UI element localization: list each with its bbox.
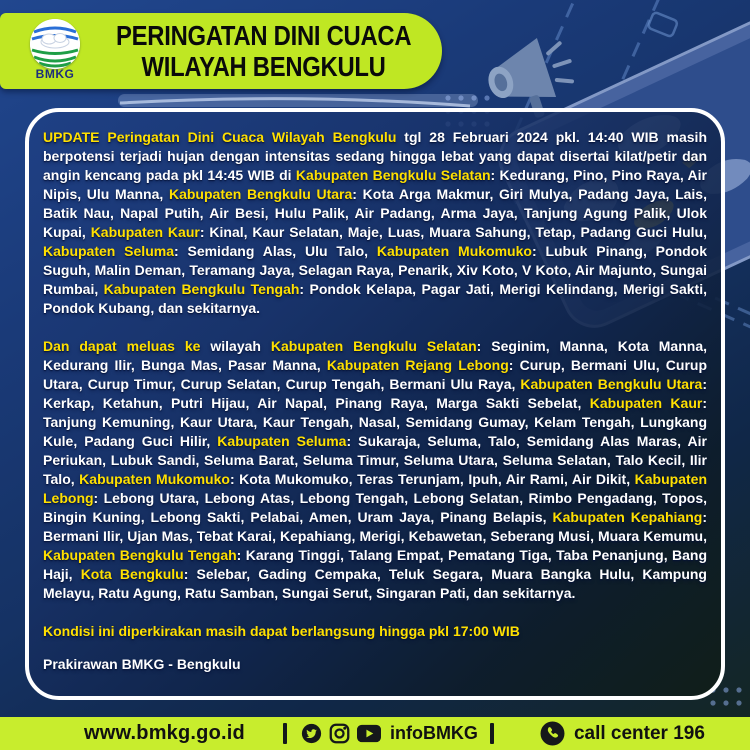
text-segment: Kabupaten Lebong: [43, 471, 707, 506]
text-segment: Kabupaten Bengkulu Selatan: [295, 167, 491, 183]
bulletin-duration-note: [43, 622, 707, 641]
text-segment: Kabupaten Rejang Lebong: [326, 357, 509, 373]
bmkg-logo-icon: [30, 19, 80, 69]
bulletin-paragraph-expansion: [43, 337, 707, 603]
website-link[interactable]: www.bmkg.go.id: [84, 722, 245, 744]
text-segment: UPDATE Peringatan Dini Cuaca Wilayah Bengkulu: [43, 129, 397, 145]
text-segment: : Kota Arga Makmur, Giri Mulya, Padang Jaya, Lais, Batik Nau, Napal Putih, Air Besi, Hulu Palik, Air Padang, Arma Jaya, Tanjung Agung Palik, Ulok Kupai,: [43, 186, 707, 240]
text-segment: : Kinal, Kaur Selatan, Maje, Luas, Muara Sahung, Tetap, Padang Guci Hulu,: [199, 224, 707, 240]
footer-divider: [283, 723, 287, 744]
text-segment: : Pondok Kelapa, Pagar Jati, Merigi Kelindang, Merigi Sakti, Pondok Kubang, dan sekitarnya.: [43, 281, 707, 316]
text-segment: : Selebar, Gading Cempaka, Teluk Segara, Muara Bangka Hulu, Kampung Melayu, Ratu Agung, Ratu Samban, Sungai Serut, Singaran Pati, dan sekitarnya.: [43, 566, 707, 601]
text-segment: Dan dapat meluas ke: [43, 338, 201, 354]
forecaster-signature: [43, 655, 707, 674]
header-banner: [0, 13, 442, 89]
text-segment: Prakirawan BMKG - Bengkulu: [43, 656, 241, 672]
phone-icon: [540, 721, 565, 746]
call-center-label: call center 196: [573, 722, 705, 744]
text-segment: wilayah: [200, 338, 271, 354]
text-segment: : Lebong Utara, Lebong Atas, Lebong Tengah, Lebong Selatan, Rimbo Pengadang, Topos, Bingin Kuning, Lebong Sakti, Pelabai, Amen, Uram Jaya, Pinang Belapis,: [43, 490, 707, 525]
text-segment: Kabupaten Seluma: [43, 243, 174, 259]
text-segment: Kabupaten Mukomuko: [79, 471, 230, 487]
text-segment: Kabupaten Bengkulu Selatan: [270, 338, 477, 354]
bulletin-panel: [25, 108, 725, 700]
text-segment: : Karang Tinggi, Talang Empat, Pematang Tiga, Taba Penanjung, Bang Haji,: [43, 547, 707, 582]
text-segment: Kondisi ini diperkirakan masih dapat berlangsung hingga pkl 17:00 WIB: [43, 623, 520, 639]
text-segment: : Kota Mukomuko, Teras Terunjam, Ipuh, Air Rami, Air Dikit,: [229, 471, 635, 487]
text-segment: Kabupaten Kaur: [90, 224, 200, 240]
footer-bar: [0, 717, 750, 750]
text-segment: Kabupaten Bengkulu Tengah: [43, 547, 237, 563]
poster-title: [96, 13, 432, 89]
text-segment: Kabupaten Mukomuko: [376, 243, 532, 259]
text-segment: Kabupaten Bengkulu Tengah: [103, 281, 300, 297]
poster-title-line2: WILAYAH BENGKULU: [141, 51, 387, 82]
bulletin-paragraph-current: [43, 128, 707, 318]
text-segment: : Lubuk Pinang, Pondok Suguh, Malin Deman, Teramang Jaya, Selagan Raya, Penarik, Xiv Koto, V Koto, Air Majunto, Sungai Rumbai,: [43, 243, 708, 297]
app-tile-icon: [648, 12, 678, 38]
text-segment: : Sukaraja, Seluma, Talo, Semidang Alas Maras, Air Periukan, Lubuk Sandi, Seluma Barat, Seluma Timur, Seluma Utara, Seluma Selatan, Talo Kecil, Ilir Talo,: [43, 433, 707, 487]
bmkg-logo: [24, 19, 86, 81]
text-segment: : Semidang Alas, Ulu Talo,: [173, 243, 377, 259]
text-segment: : Curup, Bermani Ulu, Curup Utara, Curup Timur, Curup Selatan, Curup Tengah, Bermani Ulu Raya,: [43, 357, 707, 392]
text-segment: Kabupaten Kepahiang: [552, 509, 703, 525]
bmkg-logo-text: BMKG: [35, 67, 75, 81]
text-segment: tgl 28 Februari 2024 pkl. 14:40 WIB masih berpotensi terjadi hujan dengan intensitas sedang hingga lebat yang dapat disertai kilat/petir dan angin kencang pada pkl 14:45 WIB di: [43, 129, 707, 183]
text-segment: : Bermani Ilir, Ujan Mas, Tebat Karai, Kepahiang, Merigi, Kebawetan, Seberang Musi, Muara Kemumu,: [43, 509, 707, 544]
footer-divider: [490, 723, 494, 744]
text-segment: : Tanjung Kemuning, Kaur Utara, Kaur Tengah, Nasal, Semidang Gumay, Kelam Tengah, Lungkang Kule, Padang Guci Hilir,: [43, 395, 707, 449]
text-segment: : Kedurang, Pino, Pino Raya, Air Nipis, Ulu Manna,: [43, 167, 707, 202]
text-segment: Kota Bengkulu: [80, 566, 184, 582]
text-segment: Kabupaten Bengkulu Utara: [520, 376, 703, 392]
instagram-icon[interactable]: [329, 723, 350, 744]
social-handle-label: infoBMKG: [389, 723, 478, 743]
text-segment: Kabupaten Seluma: [217, 433, 347, 449]
text-segment: Kabupaten Bengkulu Utara: [168, 186, 353, 202]
text-segment: : Kerkap, Ketahun, Putri Hijau, Air Napal, Pinang Raya, Marga Sakti Sebelat,: [43, 376, 707, 411]
banner-shadow-decoration: [118, 94, 478, 107]
twitter-icon[interactable]: [301, 723, 322, 744]
poster-title-line1: PERINGATAN DINI CUACA: [116, 20, 412, 51]
youtube-icon[interactable]: [357, 724, 381, 743]
text-segment: : Seginim, Manna, Kota Manna, Kedurang Ilir, Bunga Mas, Pasar Manna,: [43, 338, 707, 373]
text-segment: Kabupaten Kaur: [589, 395, 703, 411]
